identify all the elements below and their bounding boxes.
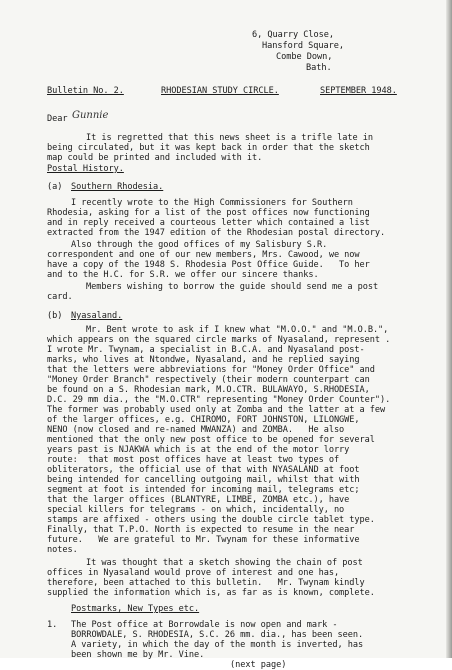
text-line: "Money Order Branch" respectively (their modern counterpart can: [47, 375, 370, 385]
text-line: It is regretted that this news sheet is a trifle late in: [86, 133, 373, 143]
text-line: BORROWDALE, S. RHODESIA, S.C. 26 mm. dia., has been seen.: [71, 630, 364, 640]
text-line: that the letters were abbreviations for "Money Order Office" and: [47, 365, 375, 375]
text-line: map could be printed and included with it.: [47, 153, 263, 163]
text-line: NENO (now closed and re-named MWANZA) and ZOMBA. He also: [47, 425, 345, 435]
text-line: card.: [47, 292, 73, 302]
text-line: special killers for telegrams - on which, incidentally, no: [47, 505, 345, 515]
text-line: It was thought that a sketch showing the chain of post: [86, 558, 363, 568]
circle-name: RHODESIAN STUDY CIRCLE.: [161, 86, 279, 96]
text-line: and to the H.C. for S.R. we offer our sincere thanks.: [47, 270, 319, 280]
text-line: Mr. Bent wrote to ask if I knew what "M.O.O." and "M.O.B.",: [86, 325, 389, 335]
text-line: A variety, in which the day of the month is inverted, has: [71, 640, 364, 650]
text-line: years past is NJAKWA which is at the end of the motor lorry: [47, 445, 350, 455]
text-line: being intended for cancelling outgoing mail, whilst that with: [47, 475, 360, 485]
address-line: Bath.: [306, 63, 332, 73]
text-line: Members wishing to borrow the guide should send me a post: [86, 282, 379, 292]
text-line: Rhodesia, asking for a list of the post offices now functioning: [47, 208, 370, 218]
text-line: notes.: [47, 545, 78, 555]
bulletin-number: Bulletin No. 2.: [47, 86, 124, 96]
text-line: that the larger offices (BLANTYRE, LIMBE, ZOMBA etc.), have: [47, 495, 350, 505]
text-line: marks, who lives at Ntondwe, Nyasaland, and he replied saying: [47, 355, 360, 365]
address-line: Combe Down,: [276, 52, 333, 62]
text-line: D.C. 29 mm dia., the "M.O.CTR" representing "Money Order Counter").: [47, 395, 391, 405]
section-title-nyasaland: Nyasaland.: [71, 311, 123, 321]
text-line: Finally, that T.P.O. North is expected to resume in the near: [47, 525, 355, 535]
text-line: mentioned that the only new post office to be opened for several: [47, 435, 375, 445]
text-line: and in reply received a courteous letter which contained a list: [47, 218, 370, 228]
text-line: I wrote Mr. Twynam, a specialist in B.C.A. and Nyasaland post-: [47, 345, 365, 355]
text-line: offices in Nyasaland would prove of interest and one has,: [47, 568, 340, 578]
section-title-southern-rhodesia: Southern Rhodesia.: [71, 182, 164, 192]
bulletin-date: SEPTEMBER 1948.: [320, 86, 397, 96]
postmarks-heading: Postmarks, New Types etc.: [71, 604, 200, 614]
text-line: supplied the information which is, as far as is known, complete.: [47, 588, 375, 598]
postal-history-heading: Postal History.: [47, 164, 124, 174]
section-marker: (a): [47, 182, 63, 192]
text-line: I recently wrote to the High Commissioners for Southern: [71, 198, 353, 208]
text-line: been shown me by Mr. Vine.: [71, 650, 205, 660]
text-line: Also through the good offices of my Salisbury S.R.: [71, 240, 328, 250]
text-line: route: that most post offices have at least two types of: [47, 455, 340, 465]
page-edge-shadow: [446, 0, 452, 658]
text-line: being circulated, but it was kept back in order that the sketch: [47, 143, 370, 153]
address-line: Hansford Square,: [262, 41, 344, 51]
text-line: The Post office at Borrowdale is now open and mark -: [71, 620, 338, 630]
text-line: segment at foot is intended for incoming mail, telegrams etc;: [47, 485, 360, 495]
text-line: extracted from the 1947 edition of the Rhodesian postal directory.: [47, 228, 386, 238]
text-line: therefore, been attached to this bulletin. Mr. Twynam kindly: [47, 578, 365, 588]
text-line: future. We are grateful to Mr. Twynam for these informative: [47, 535, 360, 545]
section-marker: (b): [47, 311, 63, 321]
text-line: which appears on the squared circle marks of Nyasaland, represent .: [47, 335, 391, 345]
item-number: 1.: [47, 620, 58, 630]
text-line: The former was probably used only at Zomba and the latter at a few: [47, 405, 386, 415]
handwritten-name: Gunnie: [72, 110, 109, 121]
text-line: be found on a S. Rhodesian mark, M.O.CTR. BULAWAYO, S.RHODESIA,: [47, 385, 370, 395]
salutation: Dear: [47, 114, 68, 124]
text-line: stamps are affixed - others using the double circle tablet type.: [47, 515, 375, 525]
text-line: correspondent and one of our new members, Mrs. Cawood, we now: [47, 250, 360, 260]
text-line: have a copy of the 1948 S. Rhodesia Post Office Guide. To her: [47, 260, 370, 270]
text-line: of the larger offices, e.g. CHIROMO, FORT JOHNSTON, LILONGWE,: [47, 415, 360, 425]
text-line: obliterators, the official use of that with NYASALAND at foot: [47, 465, 360, 475]
next-page-note: (next page): [230, 660, 287, 670]
address-line: 6, Quarry Close,: [252, 30, 334, 40]
